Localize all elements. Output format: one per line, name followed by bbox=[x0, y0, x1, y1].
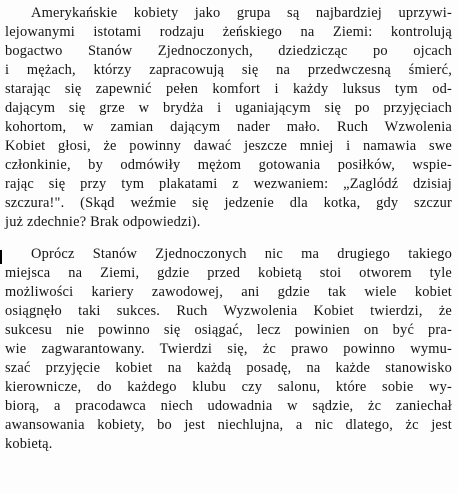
text-line: osiągnęło taki sukces. Ruch Wyzwolenia Kobiet twierdzi, że bbox=[5, 303, 452, 319]
text-line: Amerykańskie kobiety jako grupa są najbardziej uprzywi- bbox=[31, 5, 452, 21]
margin-mark bbox=[0, 250, 2, 264]
text-line: kobietą. bbox=[5, 436, 53, 452]
text-line: szać przyjęcie kobiet na każdą posadę, na każde stanowisko bbox=[5, 360, 452, 376]
text-line: możliwości kariery zawodowej, ani gdzie tak wiele kobiet bbox=[5, 284, 452, 300]
text-line: rając się przy tym plakatami z wezwaniem: „Zaglódź dzisiaj bbox=[5, 176, 452, 192]
text-line: sukcesu nie powinno się osiągać, lecz powinien on być pra- bbox=[5, 322, 452, 338]
text-line: Kobiet głosi, że powinny dawać jeszcze mniej i namawia swe bbox=[5, 138, 452, 154]
text-line: członkinie, by odmówiły mężom gotowania posiłków, wspie- bbox=[5, 157, 452, 173]
text-line: wie zagwarantowany. Twierdzi się, żc prawo powinno wymu- bbox=[5, 341, 452, 357]
text-line: kierownicze, do każdego klubu czy salonu, które sobie wy- bbox=[5, 379, 452, 395]
text-line: biorą, a pracodawca niech udowadnia w sądzie, żc zaniechał bbox=[5, 398, 452, 414]
text-line: już zdechnie? Brak odpowiedzi). bbox=[5, 214, 201, 230]
text-line: miejsca na Ziemi, gdzie przed kobietą stoi otworem tyle bbox=[5, 265, 452, 281]
text-line: dającym się grze w brydża i uganiającym się po przyjęciach bbox=[5, 100, 452, 116]
text-line: awansowania kobiety, bo jest niechlujna, a nic dlatego, żc jest bbox=[5, 417, 452, 433]
text-line: starając się zapewnić pełen komfort i każdy luksus tym od- bbox=[5, 81, 452, 97]
text-line: bogactwo Stanów Zjednoczonych, dziedzicząc po ojcach bbox=[5, 43, 452, 59]
text-line: i mężach, którzy zapracowują się na przedwczesną śmierć, bbox=[5, 62, 452, 78]
text-line: Oprócz Stanów Zjednoczonych nic ma drugiego takiego bbox=[31, 246, 452, 262]
text-line: kohortom, w zamian dającym nader mało. Ruch Wzwolenia bbox=[5, 119, 452, 135]
text-line: lejowanymi istotami rodzaju żeńskiego na Ziemi: kontrolują bbox=[5, 24, 452, 40]
text-line: szczura!". (Skąd weźmie się jedzenie dla kotka, gdy szczur bbox=[5, 195, 452, 211]
